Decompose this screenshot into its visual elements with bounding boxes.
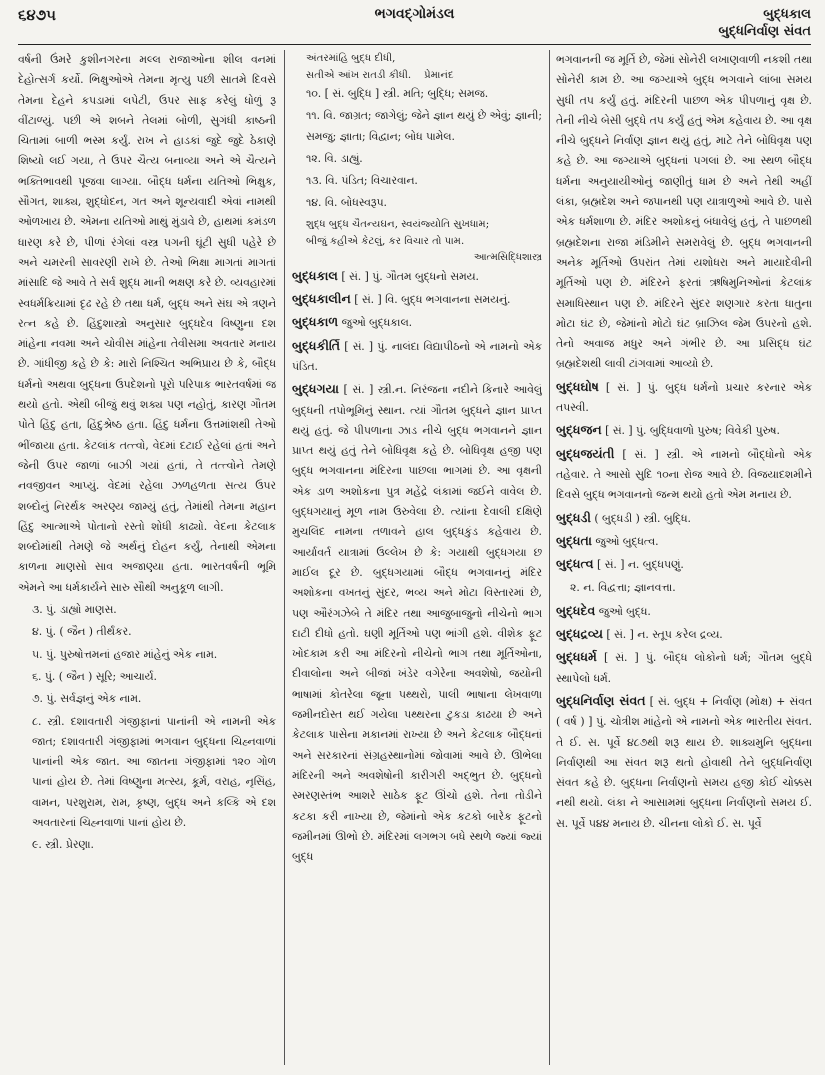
page-title: ભગવદ્ગોમંડલ [374, 6, 455, 22]
headword-bottom: બુદ્ધનિર્વાણ સંવત [718, 24, 811, 39]
dictionary-entry [556, 624, 812, 645]
column-divider [549, 50, 550, 1065]
sense-11: ૧૧. વિ. જાગ્રત; જાગેલું; જેને જ્ઞાન થયું છે એવું; જ્ઞાની; સમજુ; જ્ઞાતા; વિદ્વાન; બોધ પામેલ. [306, 109, 542, 143]
quote-block [292, 216, 542, 266]
sense-6: ૬. પું. ( જૈન ) સૂરિ; આચાર્ય. [32, 669, 157, 683]
entry-definition: [ સં. ] સ્ત્રી. એ નામનો બૌદ્ધોનો એક તહેવાર. તે આસો સુદિ ૧૦ના રોજ આવે છે. વિજયાદશમીને દિવસે બુદ્ધ ભગવાનનો જન્મ થયો હતો એમ મનાય છે. [556, 447, 812, 502]
entry-definition: ૨. ન. વિદ્વત્તા; જ્ઞાનવત્તા. [570, 581, 676, 595]
dictionary-entry [292, 379, 542, 867]
quote-line: સતીએ આંખ રાતડી કીધી. પ્રેમાનંદ [306, 70, 454, 81]
entry-definition: [ સં. ] પું. બુદ્ધિવાળો પુરુષ; વિવેકી પુરુષ. [605, 424, 780, 438]
column-2 [292, 50, 542, 1065]
dictionary-entry [556, 508, 812, 529]
entry-headword: બુદ્ધત્વ [556, 556, 594, 572]
dictionary-entry [556, 554, 812, 575]
quote-line: બીજું કહીએ કેટલું, કર વિચાર તો પામ. [306, 235, 465, 247]
entry-definition: [ સં. બુદ્ધ + નિર્વાણ (મોક્ષ) + સંવત ( વર્ષ ) ] પું. ચોત્રીશ માંહેનો એ નામનો એક ભારતીય સંવત. તે ઈ. સ. પૂર્વે ૪૮૭થી શરૂ થાય છે. શાક્યમુનિ બુદ્ધના નિર્વાણથી આ સંવત શરૂ થતો હોવાથી તેને બુદ્ધનિર્વાણ સંવત કહે છે. બુદ્ધના નિર્વાણનો સમય હજી કોઈ ચોક્કસ નથી થયો. લંકા ને આસામમાં બુદ્ધના નિર્વાણનો સમય ઈ. સ. પૂર્વે ૫૪૪ મનાય છે. ચીનના લોકો ઈ. સ. પૂર્વે [556, 694, 812, 830]
quote-block [292, 50, 542, 84]
entry-headword: બુદ્ધગયા [292, 381, 339, 397]
entry-paragraph: વર્ષની ઉંમરે કુશીનગરના મલ્લ રાજાઓના શીલ વનમાં દેહોત્સર્ગ કર્યો. ભિક્ષુઓએ તેમના મૃત્યુ પછી સાતમે દિવસે તેમના દેહને કપડામાં લપેટી, ઉપર સાફ કરેલું ધોળું રૂ વીંટાળ્યું. પછી એ શબને તેલમાં બોળી, સુગંધી કાષ્ઠની ચિતામાં બાળી ભસ્મ કર્યું. રાખ ને હાડકાં જુદે જુદે ઠેકાણે શિષ્યો લઈ ગયા, તે ઉપર ચૈત્ય બનાવ્યા અને એ ચૈત્યને ભક્તિભાવથી પૂજવા લાગ્યા. બૌદ્ધ ધર્મના યતિઓ ભિક્ષુક, સૌગત, શાક્ય, શુદ્ધોદન, ગત અને શૂન્યવાદી એવાં નામથી ઓળખાય છે. એમના યતિઓ માથું મુંડાવે છે, હાથમાં કમંડળ ધારણ કરે છે, પીળાં રંગેલાં વસ્ત્ર પગની ઘૂંટી સુધી પહેરે છે અને ચમરની સાવરણી રાખે છે. તેઓ ભિક્ષા માગતાં માગતાં માંસાદિ જે આવે તે સર્વ શુદ્ધ માની ભક્ષણ કરે છે. વ્યવહારમાં સ્વધર્મક્રિયામાં દૃઢ રહે છે તથા ધર્મ, બુદ્ધ અને સંઘ એ ત્રણને રત્ન કહે છે. હિંદુશાસ્ત્રો અનુસાર બુદ્ધદેવ વિષ્ણુના દશ માંહેના નવમા અને ચોવીસ માંહેના તેવીસમા અવતાર મનાય છે. ગાંધીજી કહે છે કે: મારો નિશ્ચિત અભિપ્રાય છે કે, બૌદ્ધ ધર્મનો અથવા બુદ્ધના ઉપદેશનો પૂરો પરિપાક ભારતવર્ષમાં જ થયો હતો. એથી બીજું થવું શક્ય પણ નહોતું, કારણ ગૌતમ પોતે હિંદુ હતા, હિંદુશ્રેષ્ઠ હતા. હિંદુ ધર્મના ઉત્તમાંશથી તેઓ ભીંજાયા હતા. કેટલાંક તત્ત્વો, વેદમાં દટાઈ રહેલાં હતાં અને જેની ઉપર જાળાં બાઝી ગયાં હતાં, તે તત્ત્વોને તેમણે નવજીવન આપ્યું. વેદમાં રહેલા ઝળહળતા સત્ય ઉપર શબ્દોનું નિરર્થક અરણ્ય જામ્યું હતું, તેમાંથી તેમના મહાન હિંદુ આત્માએ પોતાનો રસ્તો શોધી કાઢ્યો. વેદના કેટલાક શબ્દોમાંથી તેમણે જે અર્થનું દોહન કર્યું, તેનાથી એમના કાળના માણસો સાવ અજાણ્યા હતા. ભારતવર્ષની ભૂમિ એમને આ ધર્મકાર્યને સારુ સૌથી અનુકૂળ લાગી. [18, 53, 276, 594]
column-divider [284, 50, 285, 1065]
sense-8: ૮. સ્ત્રી. દશાવતારી ગંજીફાનાં પાનાંની એ નામની એક જાત; દશાવતારી ગંજીફામાં ભગવાન બુદ્ધના ચિહ્નવાળાં પાનાંની એક જાત. આ જાતના ગંજીફામાં ૧૨૦ ગોળ પાનાં હોય છે. તેમાં વિષ્ણુના મત્સ્ય, કૂર્મ, વરાહ, નૃસિંહ, વામન, પરશુરામ, રામ, કૃષ્ણ, બુદ્ધ અને કલ્કિ એ દશ અવતારનાં ચિહ્નવાળાં પાનાં હોય છે. [32, 714, 276, 829]
dictionary-entry [292, 266, 542, 287]
dictionary-entry [556, 647, 812, 689]
sense-10: ૧૦. [ સં. બુદ્ધિ ] સ્ત્રી. મતિ; બુદ્ધિ; સમજ. [306, 87, 489, 100]
entry-definition: [ સં. ] પું. બૌદ્ધ લોકોનો ધર્મ; ગૌતમ બુદ્ધે સ્થાપેલો ધર્મ. [556, 651, 812, 685]
quote-line: અંતરમાંહિ બુદ્ધ દીધી, [306, 53, 396, 64]
dictionary-entry [556, 377, 812, 419]
entry-definition: [ સં. ] સ્ત્રી.ન. નિરંજના નદીને કિનારે આવેલું બુદ્ધની તપોભૂમિનું સ્થાન. ત્યાં ગૌતમ બુદ્ધને જ્ઞાન પ્રાપ્ત થયું હતું. જે પીપળાના ઝાડ નીચે બુદ્ધ ભગવાનને જ્ઞાન પ્રાપ્ત થયું હતું તેને બોધિવૃક્ષ કહે છે. બોધિવૃક્ષ હજી પણ બુદ્ધ ભગવાનના મંદિરના પાછલા ભાગમાં છે. આ વૃક્ષની એક ડાળ અશોકના પુત્ર મહેંદ્રે લંકામાં જઈને વાવેલ છે. બુદ્ધગયાનું મૂળ નામ ઉરુવેલા છે. ત્યાંના દેવાલી દક્ષિણે મુચલિંદ નામના તળાવને હાલ બુદ્ધકુંડ કહેવાય છે. આર્યાવર્ત યાત્રામાં ઉલ્લેખ છે કે: ગયાથી બુદ્ધગયા છ માઈલ દૂર છે. બુદ્ધગયામાં બૌદ્ધ ભગવાનનું મંદિર અશોકના વખતનું સુંદર, ભવ્ય અને મોટા વિસ્તારમાં છે, પણ ઔરંગઝેબે તે મંદિર તથા આજુબાજુનો નીચેનો ભાગ દાટી દીધો હતો. ઘણી મૂર્તિઓ પણ ભાંગી હશે. વીશેક ફૂટ ખોદકામ કરી આ મંદિરનો નીચેનો ભાગ તથા મૂર્તિઓના, દીવાલોના અને બીજાં ખંડેર વગેરેના અવશેષો, જયોની ભાષામાં કોતરેલા જૂના પથ્થરો, પાલી ભાષાના લેખવાળા જમીનદોસ્ત થઈ ગયેલા પથ્થરના ટુકડા કાઢયા છે અને કેટલાક પાસેના મકાનમાં રાખ્યા છે અને કેટલાક બૌદ્ધનાં અને સરકારનાં સંગ્રહસ્થાનોમાં જોવામાં આવે છે. ઊભેલા મંદિરની અને અવશેષોની કારીગરી અદ્ભુત છે. બુદ્ધનો સ્મરણસ્તંભ આશરે સાઠેક ફૂટ ઊંચો હશે. તેના તોડીને કટકા કરી નાખ્યા છે, જેમાંનો એક કટકો બારેક ફૂટનો જમીનમાં ઊભો છે. મંદિરમાં લગભગ બધે સ્થળે જ્યાં જ્યાં બુદ્ધ [292, 383, 542, 864]
entry-headword: બુદ્ધધર્મ [556, 649, 597, 665]
header-rule [18, 44, 811, 45]
sense-13: ૧૩. વિ. પંડિત; વિચારવાન. [306, 174, 418, 188]
entry-continuation: ભગવાનની જ મૂર્તિ છે, જેમાં સોનેરી લખાણવાળી નકશી તથા સોનેરી કામ છે. આ જગ્યાએ બુદ્ધ ભગવાને લાંબા સમય સુધી તપ કર્યું હતું. મંદિરની પાછળ એક પીપળાનું વૃક્ષ છે. તેની નીચે બેસી બુદ્ધે તપ કર્યું હતું એમ કહેવાય છે. આ વૃક્ષ નીચે બુદ્ધને નિર્વાણ જ્ઞાન થયું હતું, માટે તેને બોધિવૃક્ષ પણ કહે છે. આ જગ્યાએ બુદ્ધનાં પગલાં છે. આ સ્થળ બૌદ્ધ ધર્મના અનુયાયીઓનું જાણીતું ધામ છે અને તેથી અહીં લંકા, બ્રહ્મદેશ અને જપાનથી પણ યાત્રાળુઓ આવે છે. પાસે એક ધર્મશાળા છે. મંદિર અશોકનું બંધાવેલું હતું, તે પાછળથી બ્રહ્મદેશના રાજા મંડિમીને સમરાવેલું છે. બુદ્ધ ભગવાનની અનેક મૂર્તિઓ ઉપરાંત તેમાં યશોધરા અને માયાદેવીની મૂર્તિઓ પણ છે. મંદિરને ફરતાં ઋષિમુનિઓનાં કેટલાંક સમાધિસ્થાન પણ છે. મંદિરને સુંદર શણગાર કરતા ધાતુના મોટા ઘંટ છે, જેમાંનો મોટો ઘંટ બ્રાઝિલ જેમ ઉપરનો હશે. તેનો અવાજ મધુર અને ગંભીર છે. આ પ્રસિદ્ધ ઘંટ બ્રહ્મદેશથી લાવી ટાંગવામાં આવ્યો છે. [556, 53, 812, 371]
page-number: ૬૪૭૫ [18, 6, 56, 24]
running-headwords [718, 6, 811, 40]
dictionary-entry [292, 312, 542, 333]
dictionary-entry [556, 444, 812, 506]
dictionary-entry [556, 601, 812, 622]
dictionary-entry [292, 336, 542, 378]
page-header [18, 6, 811, 42]
dictionary-entry [556, 420, 812, 441]
entry-headword: બુદ્ધજયંતી [556, 445, 615, 461]
entry-definition: [ સં. ] ન. બુદ્ધપણું. [596, 558, 684, 572]
entry-headword: બુદ્ધડી [556, 509, 591, 525]
entry-definition: [ સં. ] ન. સ્તૂપ કરેલ દ્રવ્ય. [606, 628, 723, 642]
entry-headword: બુદ્ધકાલ [292, 267, 338, 283]
quote-author: પ્રેમાનંદ [424, 70, 454, 81]
entry-definition: જુઓ બુદ્ધકાલ. [341, 316, 413, 330]
entry-definition: જુઓ બુદ્ધ. [598, 604, 651, 618]
quote-line: શુદ્ધ બુદ્ધ ચૈતન્યઘન, સ્વયંજ્યોતિ સુખધામ; [306, 218, 490, 230]
entry-headword: બુદ્ધકાળ [292, 314, 339, 330]
entry-headword: બુદ્ધદેવ [556, 602, 596, 618]
dictionary-entry [292, 289, 542, 310]
column-1 [18, 50, 276, 1065]
dictionary-sense [556, 577, 812, 598]
entry-headword: બુદ્ધકાલીન [292, 291, 351, 307]
sense-5: ૫. પું. પુરુષોત્તમનાં હજાર માંહેનું એક નામ. [32, 647, 218, 661]
entry-headword: બુદ્ધનિર્વાણ સંવત [556, 692, 646, 708]
entry-headword: બુદ્ધકીર્તિ [292, 337, 341, 353]
entry-definition: [ સં. ] પું. બુદ્ધ ધર્મનો પ્રચાર કરનાર એક તપસ્વી. [556, 380, 812, 415]
entry-definition: જુઓ બુદ્ધત્વ. [595, 534, 659, 548]
entry-definition: ( બુદ્ધડી ) સ્ત્રી. બુદ્ધિ. [594, 511, 691, 525]
dictionary-entry [556, 691, 812, 834]
dictionary-entry [556, 531, 812, 552]
sense-4: ૪. પું. ( જૈન ) તીર્થંકર. [32, 625, 132, 639]
quote-author: આત્મસિદ્ધિશાસ્ત્ર [473, 251, 542, 263]
entry-headword: બુદ્ધતા [556, 532, 592, 548]
entry-definition: [ સં. ] વિ. બુદ્ધ ભગવાનના સમયનું. [354, 293, 511, 307]
sense-7: ૭. પું. સર્વજ્ઞનું એક નામ. [32, 692, 142, 706]
column-3 [556, 50, 812, 1065]
entry-definition: [ સં. ] પું. નાલંદા વિદ્યાપીઠનો એ નામનો એક પંડિત. [292, 339, 542, 373]
entry-headword: બુદ્ધજન [556, 422, 602, 438]
headword-top: બુદ્ધકાલ [763, 7, 811, 22]
entry-headword: બુદ્ધઘોષ [556, 378, 599, 394]
entry-definition: [ સં. ] પું. ગૌતમ બુદ્ધનો સમય. [341, 269, 479, 283]
sense-12: ૧૨. વિ. ડાહ્યું. [306, 151, 363, 165]
sense-14: ૧૪. વિ. બોધસ્વરૂપ. [306, 196, 387, 210]
entry-headword: બુદ્ધદ્રવ્ય [556, 626, 603, 642]
sense-9: ૯. સ્ત્રી. પ્રેરણા. [32, 838, 94, 852]
sense-3: ૩. પું. ડાહ્યો માણસ. [32, 603, 117, 617]
